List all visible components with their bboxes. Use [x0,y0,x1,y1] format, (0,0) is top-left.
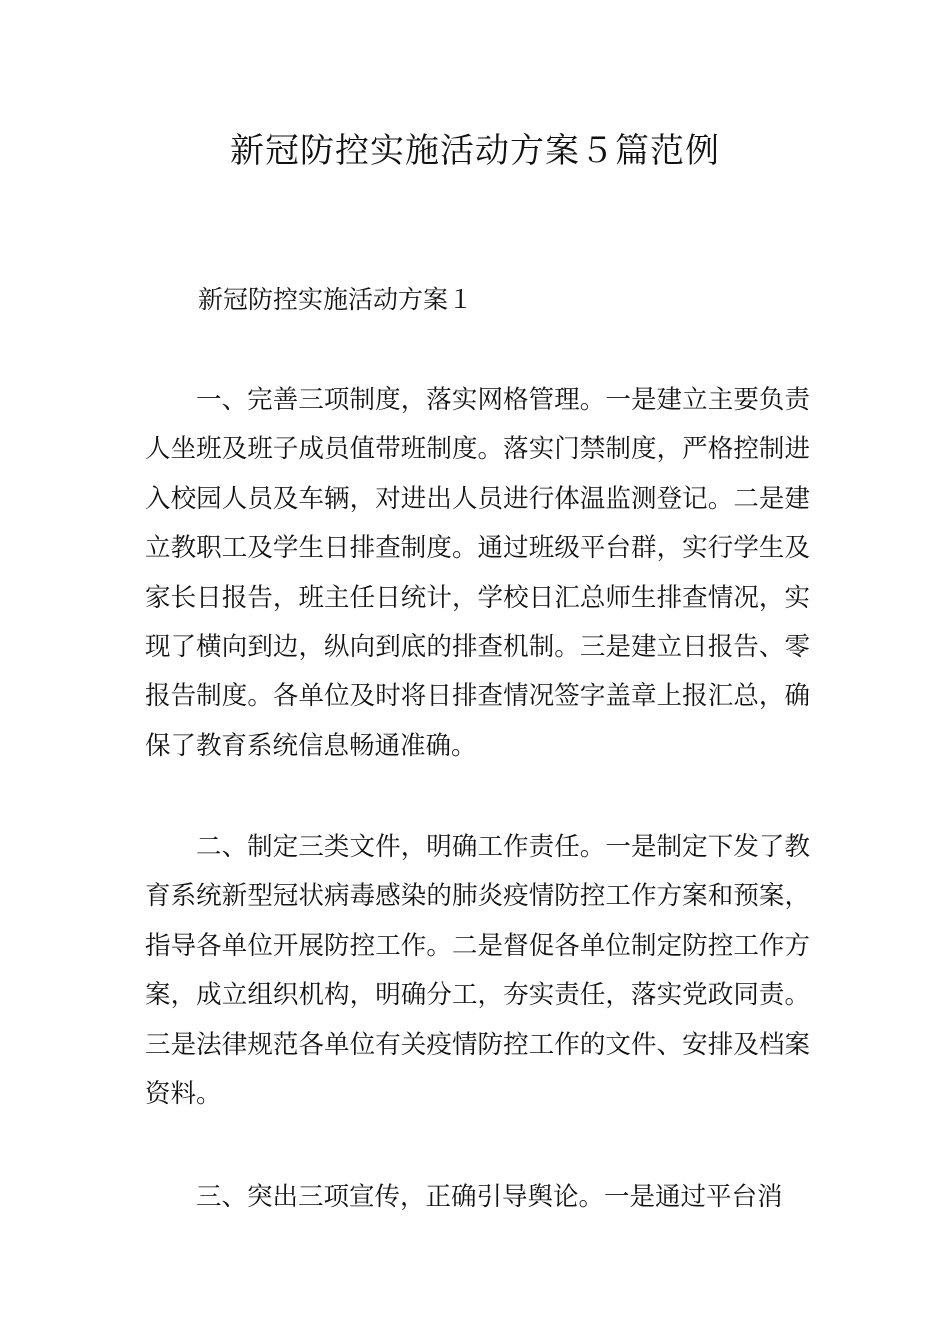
paragraph-1: 一、完善三项制度，落实网格管理。一是建立主要负责人坐班及班子成员值带班制度。落实门禁制度，严格控制进入校园人员及车辆，对进出人员进行体温监测登记。二是建立教职工及学生日排查制度。通过班级平台群，实行学生及家长日报告，班主任日统计，学校日汇总师生排查情况，实现了横向到边，纵向到底的排查机制。三是建立日报告、零报告制度。各单位及时将日排查情况签字盖章上报汇总，确保了教育系统信息畅通准确。 [145,385,810,761]
paragraph-3: 三、突出三项宣传，正确引导舆论。一是通过平台消 [196,1182,783,1212]
document-title: 新冠防控实施活动方案５篇范例 [230,131,720,171]
paragraph-2: 二、制定三类文件，明确工作责任。一是制定下发了教育系统新型冠状病毒感染的肺炎疫情防控工作方案和预案，指导各单位开展防控工作。二是督促各单位制定防控工作方案，成立组织机构，明确分工，夯实责任，落实党政同责。三是法律规范各单位有关疫情防控工作的文件、安排及档案资料。 [145,832,810,1110]
section-heading: 新冠防控实施活动方案１ [198,285,474,314]
